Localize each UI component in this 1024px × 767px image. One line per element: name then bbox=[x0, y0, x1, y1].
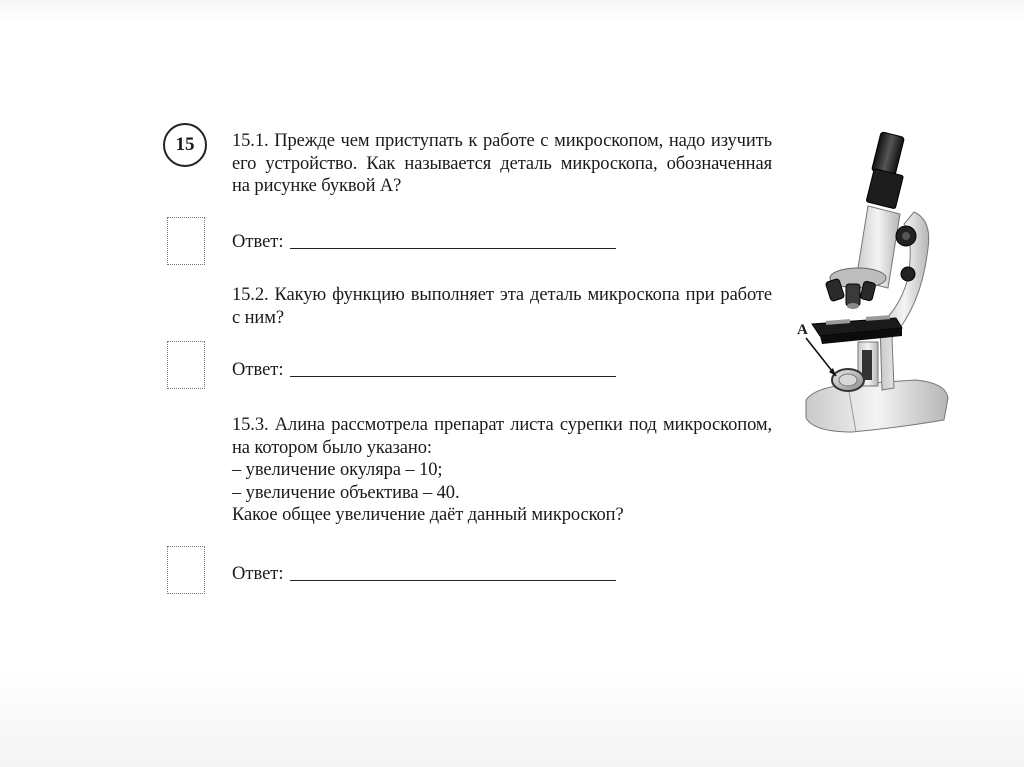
question-15-3-line-3: – увеличение окуляра – 10; bbox=[232, 460, 443, 480]
question-15-2 bbox=[232, 284, 772, 329]
answer-label: Ответ: bbox=[232, 360, 284, 380]
figure-label-a: А bbox=[797, 322, 808, 338]
answer-row-15-2 bbox=[232, 360, 616, 381]
question-15-3-line-1: 15.3. Алина рассмотрела препарат листа сурепки под микроскопом, bbox=[232, 415, 772, 435]
answer-row-15-1 bbox=[232, 232, 616, 253]
question-15-2-line-2: с ним? bbox=[232, 307, 284, 328]
answer-label: Ответ: bbox=[232, 232, 284, 252]
task-number: 15 bbox=[175, 134, 195, 155]
question-15-2-line-1: 15.2. Какую функцию выполняет эта деталь микроскопа при работе bbox=[232, 285, 772, 305]
question-15-3-line-2: на котором было указано: bbox=[232, 437, 432, 458]
microscope-icon bbox=[796, 128, 956, 458]
question-15-1 bbox=[232, 130, 772, 198]
answer-box-15-3[interactable] bbox=[167, 546, 205, 594]
question-15-1-line-1: 15.1. Прежде чем приступать к работе с микроскопом, надо изучить bbox=[232, 131, 772, 151]
question-15-1-line-3: на рисунке буквой А? bbox=[232, 176, 402, 196]
answer-line-15-2[interactable] bbox=[290, 375, 616, 377]
question-15-3-line-4: – увеличение объектива – 40. bbox=[232, 482, 460, 503]
question-15-1-line-2: его устройство. Как называется деталь микроскопа, обозначенная bbox=[232, 153, 772, 174]
question-15-3-line-5: Какое общее увеличение даёт данный микроскоп? bbox=[232, 505, 624, 525]
answer-line-15-3[interactable] bbox=[290, 579, 616, 581]
answer-row-15-3 bbox=[232, 564, 616, 585]
answer-line-15-1[interactable] bbox=[290, 247, 616, 249]
answer-box-15-2[interactable] bbox=[167, 341, 205, 389]
task-number-badge bbox=[163, 123, 207, 167]
answer-box-15-1[interactable] bbox=[167, 217, 205, 265]
question-15-3 bbox=[232, 414, 772, 527]
answer-label: Ответ: bbox=[232, 564, 284, 584]
